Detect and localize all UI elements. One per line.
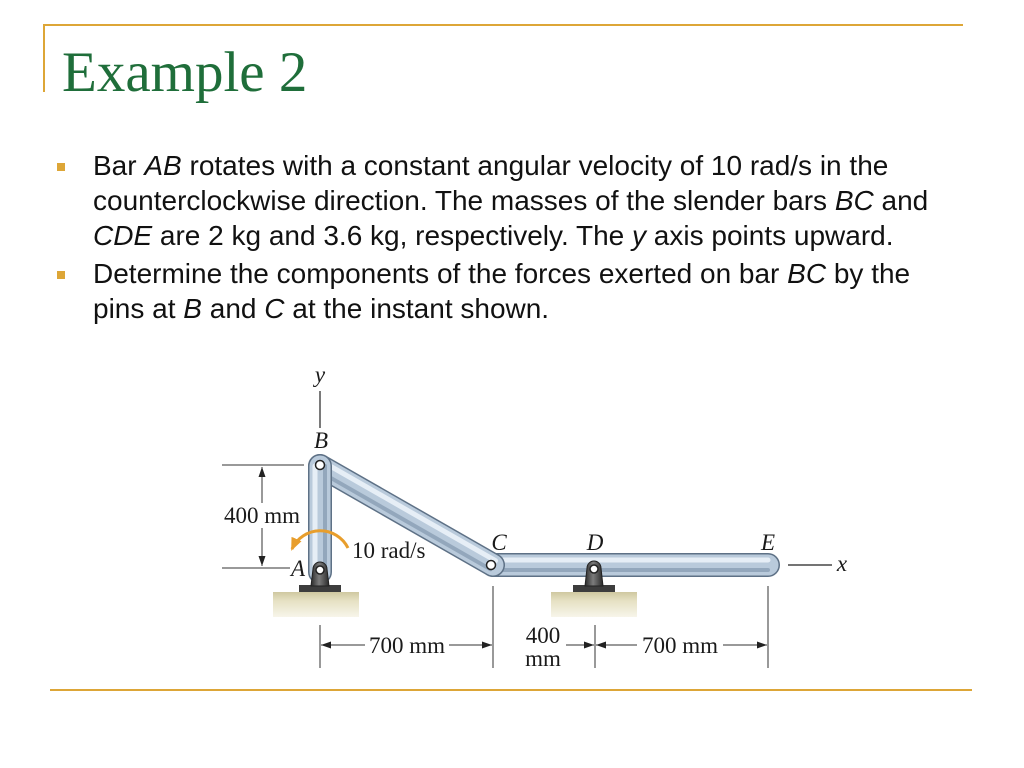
text-segment: and	[873, 185, 929, 216]
pin-a	[316, 566, 324, 574]
text-segment: Bar	[93, 150, 145, 181]
slide-title: Example 2	[62, 41, 308, 104]
dimension-ac-label: 700 mm	[368, 633, 446, 658]
left-accent-rule	[43, 24, 45, 92]
x-axis-label: x	[836, 551, 848, 576]
bar-ab	[315, 466, 325, 572]
point-a-label: A	[290, 556, 306, 581]
top-accent-rule	[43, 24, 963, 26]
ground-a	[273, 592, 359, 617]
point-e-label: E	[760, 530, 776, 555]
angular-velocity-label: 10 rad/s	[352, 538, 426, 563]
ground-d	[551, 592, 637, 617]
text-segment: are 2 kg and 3.6 kg, respectively. The	[152, 220, 633, 251]
text-segment: at the instant shown.	[284, 293, 550, 324]
point-d-label: D	[586, 530, 604, 555]
text-segment: axis points upward.	[646, 220, 894, 251]
point-b-label: B	[313, 428, 329, 453]
point-c-label: C	[491, 530, 507, 555]
text-segment: pins at	[93, 293, 184, 324]
variable-y: y	[632, 220, 647, 251]
bullet-line	[93, 218, 928, 253]
y-axis-label: y	[314, 362, 326, 387]
bar-cde	[493, 560, 768, 570]
dimension-de-label: 700 mm	[641, 633, 719, 658]
variable-b: B	[183, 293, 202, 324]
pin-d	[590, 565, 598, 573]
bullet-line	[93, 256, 910, 291]
text-segment: by the	[826, 258, 911, 289]
text-segment: rotates with a constant angular velocity of 10 rad/s in the	[181, 150, 889, 181]
text-segment: counterclockwise direction. The masses of the slender bars	[93, 185, 835, 216]
dimension-cd-unit-label: mm	[525, 646, 561, 671]
bullet-line	[93, 183, 928, 218]
bullet-paragraph-1	[93, 148, 928, 253]
bullet-line	[93, 148, 928, 183]
variable-bc: BC	[834, 185, 874, 216]
variable-c: C	[264, 293, 285, 324]
dimension-cd-value-label: 400	[525, 623, 561, 648]
mechanism-diagram	[215, 360, 855, 680]
text-segment: Determine the components of the forces exerted on bar	[93, 258, 788, 289]
bullet-paragraph-2	[93, 256, 910, 326]
bottom-accent-rule	[50, 689, 972, 691]
bullet-line	[93, 291, 910, 326]
variable-ab: AB	[144, 150, 182, 181]
variable-cde: CDE	[93, 220, 153, 251]
pin-c	[487, 561, 496, 570]
square-bullet-icon	[57, 271, 65, 279]
dimension-ab-height-label: 400 mm	[223, 503, 301, 528]
text-segment: and	[201, 293, 265, 324]
square-bullet-icon	[57, 163, 65, 171]
pin-b	[316, 461, 325, 470]
variable-bc: BC	[787, 258, 827, 289]
